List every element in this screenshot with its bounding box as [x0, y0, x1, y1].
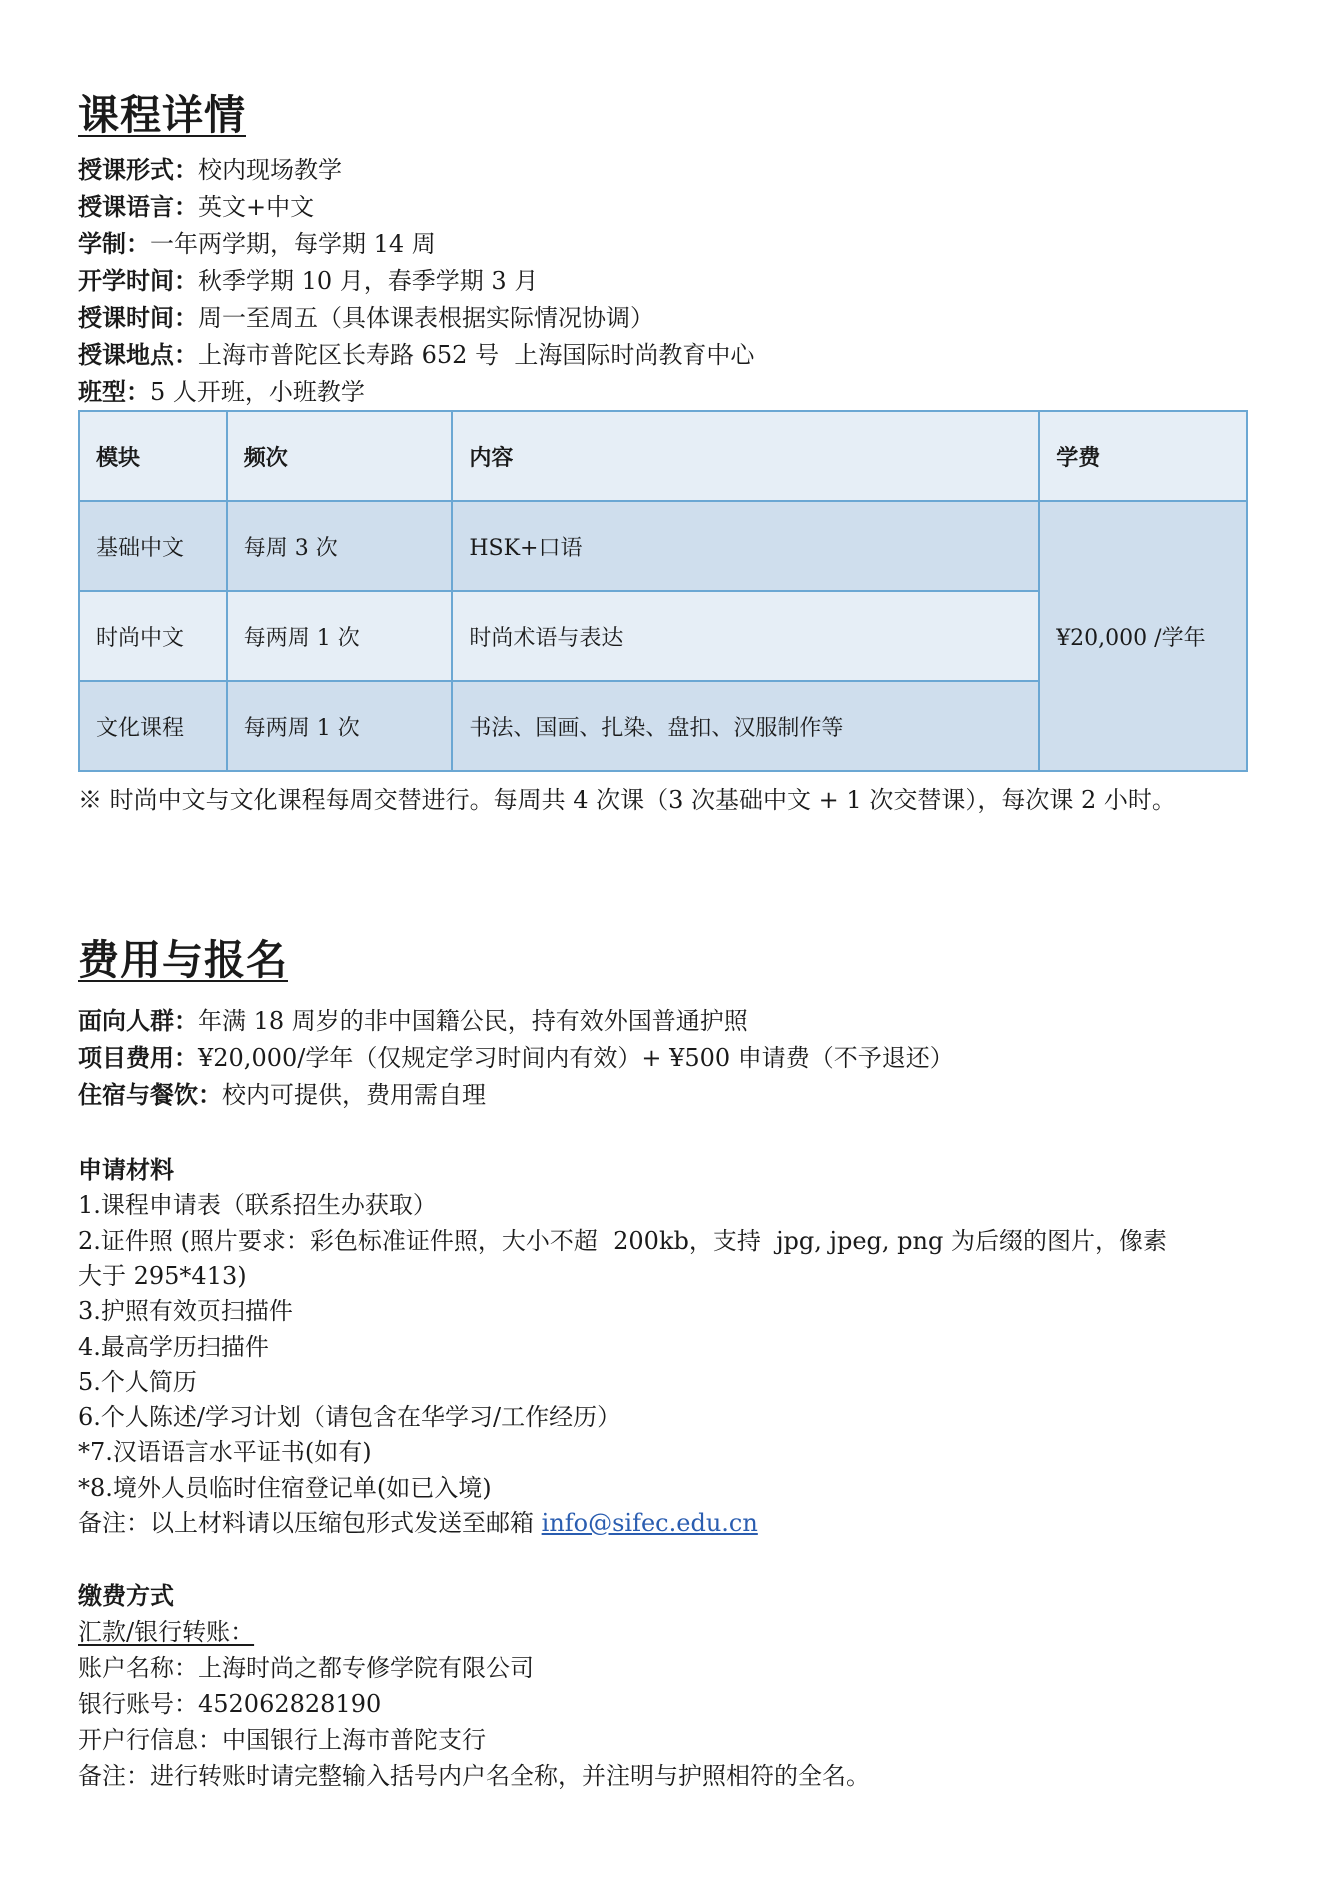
tuition-cell: ¥20,000 /学年 [1039, 501, 1247, 771]
payment-method: 汇款/银行转账： [78, 1618, 255, 1646]
fee-item [78, 1003, 748, 1039]
fees-heading: 费用与报名 [78, 936, 288, 984]
fee-item [78, 1077, 486, 1113]
item-label: 学制： [78, 229, 150, 258]
material-item: *7.汉语语言水平证书(如有) [78, 1438, 372, 1466]
material-item: 4.最高学历扫描件 [78, 1333, 269, 1361]
material-item: 5.个人简历 [78, 1368, 197, 1396]
item-label: 授课形式： [78, 155, 198, 184]
item-value: 秋季学期 10 月，春季学期 3 月 [198, 267, 539, 295]
header-tuition: 学费 [1039, 411, 1247, 501]
table-cell: HSK+口语 [452, 501, 1039, 591]
payment-heading: 缴费方式 [78, 1581, 174, 1610]
bank-info: 开户行信息：中国银行上海市普陀支行 [78, 1726, 486, 1754]
item-value: 一年两学期，每学期 14 周 [150, 230, 436, 258]
account-name: 账户名称：上海时尚之都专修学院有限公司 [78, 1654, 534, 1682]
item-label: 授课时间： [78, 303, 198, 332]
item-value: 5 人开班，小班教学 [150, 378, 365, 406]
item-label: 班型： [78, 377, 150, 406]
table-cell: 文化课程 [79, 681, 227, 771]
table-cell: 每两周 1 次 [227, 681, 453, 771]
header-module: 模块 [79, 411, 227, 501]
table-cell: 时尚中文 [79, 591, 227, 681]
fee-item [78, 1040, 954, 1076]
payment-note: 备注：进行转账时请完整输入括号内户名全称，并注明与护照相符的全名。 [78, 1762, 870, 1790]
material-item: *8.境外人员临时住宿登记单(如已入境) [78, 1474, 492, 1502]
course-table [78, 410, 1248, 772]
item-label: 住宿与餐饮： [78, 1080, 222, 1109]
item-value: 周一至周五（具体课表根据实际情况协调） [198, 304, 654, 332]
table-cell: 每两周 1 次 [227, 591, 453, 681]
course-details-heading: 课程详情 [78, 91, 246, 139]
materials-note [78, 1505, 758, 1541]
course-item [78, 152, 342, 188]
item-value: ¥20,000/学年（仅规定学习时间内有效）+ ¥500 申请费（不予退还） [198, 1044, 954, 1072]
header-content: 内容 [452, 411, 1039, 501]
item-label: 项目费用： [78, 1043, 198, 1072]
material-item: 2.证件照 (照片要求：彩色标准证件照，大小不超 200kb，支持 jpg, jpeg, png 为后缀的图片，像素 [78, 1227, 1167, 1255]
table-header-row [79, 411, 1247, 501]
table-cell: 书法、国画、扎染、盘扣、汉服制作等 [452, 681, 1039, 771]
table-cell: 每周 3 次 [227, 501, 453, 591]
item-label: 开学时间： [78, 266, 198, 295]
course-item [78, 226, 436, 262]
material-item: 大于 295*413) [78, 1262, 247, 1290]
materials-heading: 申请材料 [78, 1155, 174, 1184]
item-value: 英文+中文 [198, 193, 315, 221]
item-label: 授课语言： [78, 192, 198, 221]
material-item: 6.个人陈述/学习计划（请包含在华学习/工作经历） [78, 1403, 622, 1431]
item-value: 校内可提供，费用需自理 [222, 1081, 486, 1109]
material-item: 1.课程申请表（联系招生办获取） [78, 1191, 437, 1219]
item-value: 年满 18 周岁的非中国籍公民，持有效外国普通护照 [198, 1007, 748, 1035]
email-link[interactable]: info@sifec.edu.cn [541, 1509, 758, 1537]
course-item [78, 374, 365, 410]
course-item [78, 300, 654, 336]
course-item [78, 263, 538, 299]
item-value: 校内现场教学 [198, 156, 342, 184]
note-text: 备注：以上材料请以压缩包形式发送至邮箱 [78, 1509, 542, 1537]
material-item: 3.护照有效页扫描件 [78, 1297, 293, 1325]
account-number: 银行账号：452062828190 [78, 1690, 382, 1718]
course-item [78, 189, 314, 225]
header-frequency: 频次 [227, 411, 453, 501]
item-label: 面向人群： [78, 1006, 198, 1035]
course-item [78, 337, 754, 373]
table-cell: 基础中文 [79, 501, 227, 591]
item-label: 授课地点： [78, 340, 198, 369]
table-cell: 时尚术语与表达 [452, 591, 1039, 681]
schedule-note: ※ 时尚中文与文化课程每周交替进行。每周共 4 次课（3 次基础中文 + 1 次交替课），每次课 2 小时。 [78, 786, 1176, 814]
table-row [79, 501, 1247, 591]
item-value: 上海市普陀区长寿路 652 号 上海国际时尚教育中心 [198, 341, 755, 369]
